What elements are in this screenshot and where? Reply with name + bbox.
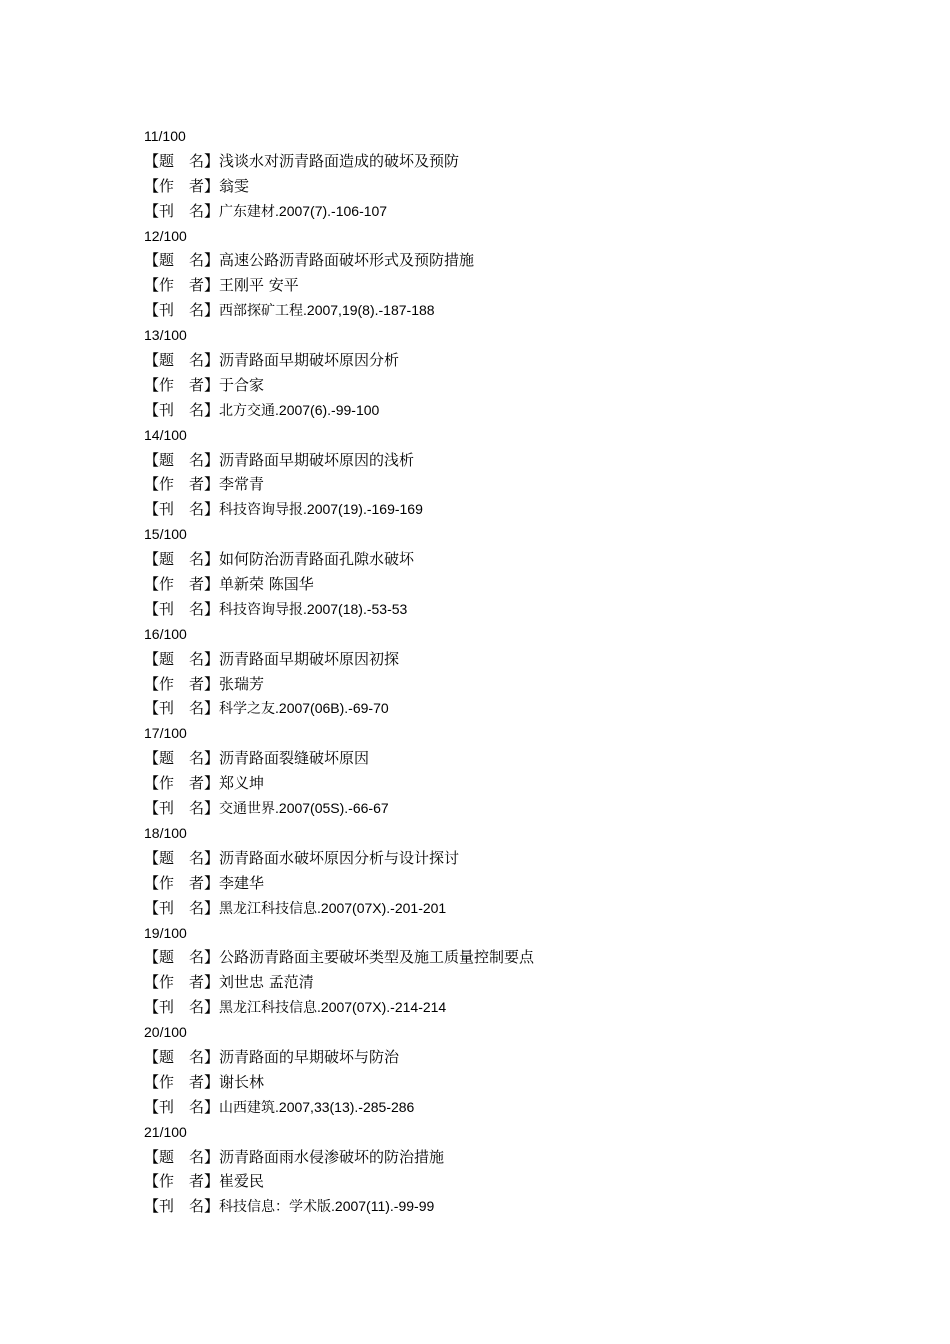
reference-entry	[144, 821, 864, 921]
entry-author: 单新荣 陈国华	[219, 575, 314, 594]
title-label: 【题 名】	[144, 351, 220, 370]
entry-title: 沥青路面早期破坏原因分析	[219, 351, 400, 370]
entry-journal: 黑龙江科技信息.2007(07X).-214-214	[219, 999, 447, 1016]
journal-label: 【刊 名】	[144, 1097, 220, 1116]
entry-index: 11/100	[144, 128, 186, 144]
entry-author: 李建华	[219, 873, 265, 892]
author-label: 【作 者】	[144, 973, 220, 992]
reference-entry	[144, 522, 864, 622]
title-label: 【题 名】	[144, 649, 220, 668]
entry-author: 李常青	[219, 475, 265, 494]
reference-entry	[144, 323, 864, 423]
reference-entry	[144, 921, 864, 1021]
entry-index: 16/100	[144, 625, 187, 642]
journal-label: 【刊 名】	[144, 500, 220, 519]
entry-index: 15/100	[144, 526, 187, 543]
journal-label: 【刊 名】	[144, 599, 220, 618]
entry-journal: 山西建筑.2007,33(13).-285-286	[219, 1098, 415, 1115]
entry-title: 高速公路沥青路面破坏形式及预防措施	[219, 251, 475, 270]
title-label: 【题 名】	[144, 948, 220, 967]
title-label: 【题 名】	[144, 848, 220, 867]
entry-author: 崔爱民	[219, 1172, 265, 1191]
entry-index: 18/100	[144, 824, 187, 841]
title-label: 【题 名】	[144, 151, 220, 170]
entry-journal: 广东建材.2007(7).-106-107	[219, 202, 388, 219]
author-label: 【作 者】	[144, 375, 220, 394]
entry-title: 沥青路面裂缝破坏原因	[219, 749, 370, 768]
entry-title: 公路沥青路面主要破坏类型及施工质量控制要点	[219, 948, 535, 967]
journal-label: 【刊 名】	[144, 998, 220, 1017]
entry-author: 谢长林	[219, 1072, 265, 1091]
reference-entry	[144, 124, 864, 224]
entry-index: 17/100	[144, 725, 187, 742]
entry-journal: 科技咨询导报.2007(18).-53-53	[219, 600, 408, 617]
author-label: 【作 者】	[144, 873, 220, 892]
entry-journal: 黑龙江科技信息.2007(07X).-201-201	[219, 899, 447, 916]
entry-index: 21/100	[144, 1123, 187, 1140]
entry-author: 王刚平 安平	[219, 276, 299, 295]
entry-journal: 西部探矿工程.2007,19(8).-187-188	[219, 302, 435, 319]
author-label: 【作 者】	[144, 1072, 220, 1091]
entry-index: 13/100	[144, 327, 187, 344]
entry-index: 19/100	[144, 924, 187, 941]
entry-author: 翁雯	[219, 176, 250, 195]
entry-title: 沥青路面雨水侵渗破坏的防治措施	[219, 1147, 445, 1166]
journal-label: 【刊 名】	[144, 400, 220, 419]
journal-label: 【刊 名】	[144, 301, 220, 320]
entry-journal: 北方交通.2007(6).-99-100	[219, 401, 380, 418]
entry-journal: 科学之友.2007(06B).-69-70	[219, 700, 389, 717]
title-label: 【题 名】	[144, 550, 220, 569]
entry-index: 20/100	[144, 1024, 187, 1041]
reference-list	[144, 124, 864, 1219]
title-label: 【题 名】	[144, 749, 220, 768]
reference-entry	[144, 721, 864, 821]
entry-index: 14/100	[144, 426, 187, 443]
reference-entry	[144, 1120, 864, 1220]
author-label: 【作 者】	[144, 575, 220, 594]
entry-title: 如何防治沥青路面孔隙水破坏	[219, 550, 415, 569]
author-label: 【作 者】	[144, 674, 220, 693]
title-label: 【题 名】	[144, 251, 220, 270]
author-label: 【作 者】	[144, 1172, 220, 1191]
entry-title: 沥青路面早期破坏原因的浅析	[219, 450, 415, 469]
journal-label: 【刊 名】	[144, 799, 220, 818]
title-label: 【题 名】	[144, 1147, 220, 1166]
entry-author: 于合家	[219, 375, 265, 394]
entry-author: 刘世忠 孟范清	[219, 973, 314, 992]
reference-entry	[144, 622, 864, 722]
title-label: 【题 名】	[144, 1047, 220, 1066]
entry-title: 沥青路面的早期破坏与防治	[219, 1047, 400, 1066]
journal-label: 【刊 名】	[144, 1197, 220, 1216]
journal-label: 【刊 名】	[144, 699, 220, 718]
entry-journal: 交通世界.2007(05S).-66-67	[219, 800, 389, 817]
title-label: 【题 名】	[144, 450, 220, 469]
journal-label: 【刊 名】	[144, 201, 220, 220]
journal-label: 【刊 名】	[144, 898, 220, 917]
entry-title: 沥青路面早期破坏原因初探	[219, 649, 400, 668]
entry-author: 郑义坤	[219, 774, 265, 793]
entry-journal: 科技信息：学术版.2007(11).-99-99	[219, 1198, 435, 1215]
author-label: 【作 者】	[144, 774, 220, 793]
entry-author: 张瑞芳	[219, 674, 265, 693]
entry-title: 浅谈水对沥青路面造成的破坏及预防	[219, 151, 460, 170]
reference-entry	[144, 1020, 864, 1120]
entry-index: 12/100	[144, 227, 187, 244]
reference-entry	[144, 224, 864, 324]
reference-entry	[144, 423, 864, 523]
author-label: 【作 者】	[144, 176, 220, 195]
author-label: 【作 者】	[144, 276, 220, 295]
entry-title: 沥青路面水破坏原因分析与设计探讨	[219, 848, 460, 867]
entry-journal: 科技咨询导报.2007(19).-169-169	[219, 501, 423, 518]
author-label: 【作 者】	[144, 475, 220, 494]
